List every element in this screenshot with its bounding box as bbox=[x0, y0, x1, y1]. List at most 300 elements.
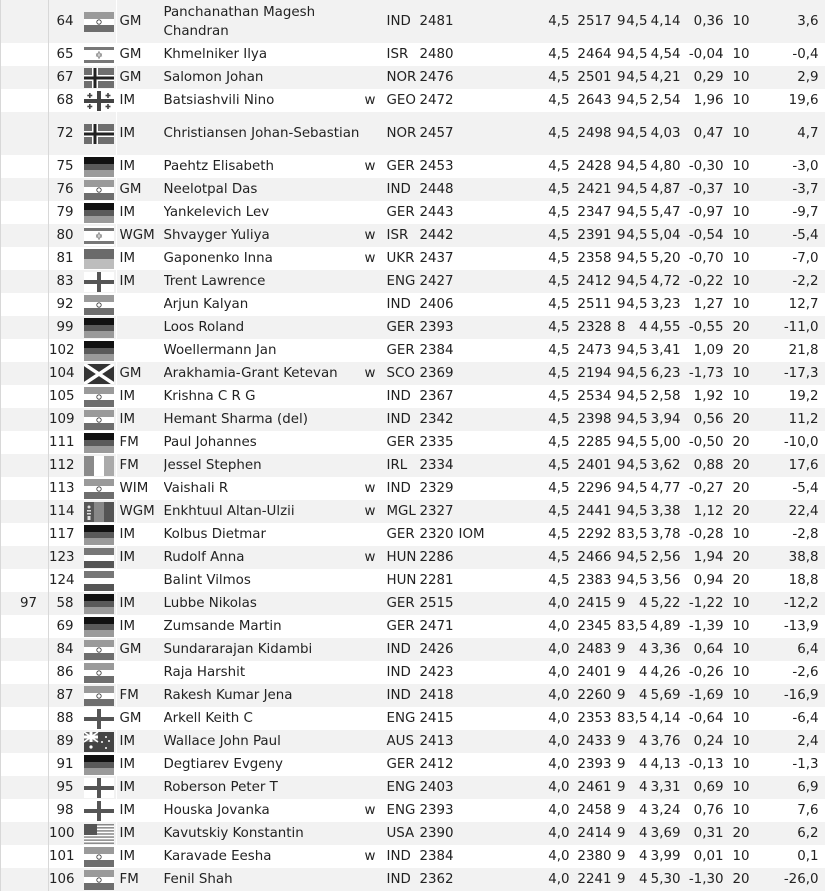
cell-name: Fenil Shah bbox=[164, 868, 362, 891]
cell-sno: 80 bbox=[49, 224, 80, 247]
cell-rcalc: 4,54 bbox=[649, 43, 682, 66]
cell-title: IM bbox=[117, 822, 164, 845]
cell-games: 9 bbox=[614, 454, 626, 477]
cell-name: Khmelniker Ilya bbox=[164, 43, 362, 66]
cell-flag bbox=[80, 753, 117, 776]
cell-rchgk: -6,4 bbox=[756, 707, 825, 730]
cell-rtg: 2453 bbox=[420, 155, 459, 178]
cell-games: 9 bbox=[614, 0, 626, 43]
cell-games: 9 bbox=[614, 201, 626, 224]
cell-sno: 79 bbox=[49, 201, 80, 224]
flag-icon bbox=[84, 870, 114, 890]
cell-rp: 2347 bbox=[570, 201, 614, 224]
flag-icon bbox=[84, 479, 114, 499]
cell-rank bbox=[1, 112, 49, 155]
cell-rtg: 2403 bbox=[420, 776, 459, 799]
cell-rp: 2194 bbox=[570, 362, 614, 385]
cell-rp: 2501 bbox=[570, 66, 614, 89]
cell-club bbox=[459, 385, 546, 408]
cell-k: 10 bbox=[726, 753, 756, 776]
cell-rchgk: -13,9 bbox=[756, 615, 825, 638]
cell-pts: 4,0 bbox=[546, 868, 570, 891]
cell-rank bbox=[1, 615, 49, 638]
cell-sno: 112 bbox=[49, 454, 80, 477]
cell-rchgk: -2,8 bbox=[756, 523, 825, 546]
cell-rtg: 2334 bbox=[420, 454, 459, 477]
cell-sno: 113 bbox=[49, 477, 80, 500]
cell-club bbox=[459, 822, 546, 845]
flag-icon bbox=[84, 502, 114, 522]
table-row bbox=[1, 776, 825, 799]
cell-name: Hemant Sharma (del) bbox=[164, 408, 362, 431]
table-row bbox=[1, 592, 825, 615]
standings-body bbox=[1, 0, 825, 891]
cell-rchgk: 6,2 bbox=[756, 822, 825, 845]
cell-games: 8 bbox=[614, 615, 626, 638]
cell-rank bbox=[1, 638, 49, 661]
cell-won: 4 bbox=[626, 868, 649, 891]
cell-rp: 2398 bbox=[570, 408, 614, 431]
cell-won: 4,5 bbox=[626, 385, 649, 408]
cell-change: -1,39 bbox=[682, 615, 726, 638]
cell-flag bbox=[80, 247, 117, 270]
cell-club bbox=[459, 592, 546, 615]
cell-sex bbox=[362, 385, 384, 408]
cell-sno: 87 bbox=[49, 684, 80, 707]
cell-won: 4 bbox=[626, 799, 649, 822]
cell-change: -0,04 bbox=[682, 43, 726, 66]
flag-icon bbox=[84, 226, 114, 246]
cell-title bbox=[117, 316, 164, 339]
cell-sex: w bbox=[362, 224, 384, 247]
cell-change: -0,37 bbox=[682, 178, 726, 201]
cell-rp: 2345 bbox=[570, 615, 614, 638]
cell-flag bbox=[80, 43, 117, 66]
cell-name: Woellermann Jan bbox=[164, 339, 362, 362]
cell-pts: 4,0 bbox=[546, 845, 570, 868]
cell-club bbox=[459, 638, 546, 661]
cell-flag bbox=[80, 776, 117, 799]
table-row bbox=[1, 431, 825, 454]
cell-fed: GER bbox=[384, 753, 420, 776]
cell-name: Jessel Stephen bbox=[164, 454, 362, 477]
cell-sno: 84 bbox=[49, 638, 80, 661]
cell-club bbox=[459, 730, 546, 753]
cell-pts: 4,5 bbox=[546, 431, 570, 454]
cell-games: 9 bbox=[614, 592, 626, 615]
cell-flag bbox=[80, 546, 117, 569]
cell-sex: w bbox=[362, 799, 384, 822]
cell-won: 4 bbox=[626, 730, 649, 753]
cell-change: 0,69 bbox=[682, 776, 726, 799]
cell-games: 9 bbox=[614, 684, 626, 707]
cell-change: -0,50 bbox=[682, 431, 726, 454]
flag-icon bbox=[84, 318, 114, 338]
cell-rank bbox=[1, 178, 49, 201]
flag-icon bbox=[84, 571, 114, 591]
cell-rcalc: 3,36 bbox=[649, 638, 682, 661]
cell-rtg: 2443 bbox=[420, 201, 459, 224]
cell-rank bbox=[1, 546, 49, 569]
table-row bbox=[1, 316, 825, 339]
cell-rp: 2296 bbox=[570, 477, 614, 500]
cell-change: 0,36 bbox=[682, 0, 726, 43]
cell-sex bbox=[362, 684, 384, 707]
cell-pts: 4,5 bbox=[546, 523, 570, 546]
cell-rtg: 2442 bbox=[420, 224, 459, 247]
cell-sno: 76 bbox=[49, 178, 80, 201]
cell-title: GM bbox=[117, 178, 164, 201]
cell-rank bbox=[1, 684, 49, 707]
table-row bbox=[1, 730, 825, 753]
cell-sno: 89 bbox=[49, 730, 80, 753]
cell-name: Lubbe Nikolas bbox=[164, 592, 362, 615]
flag-icon bbox=[84, 295, 114, 315]
cell-flag bbox=[80, 615, 117, 638]
cell-rcalc: 4,14 bbox=[649, 707, 682, 730]
cell-rtg: 2393 bbox=[420, 316, 459, 339]
cell-sex bbox=[362, 339, 384, 362]
cell-title: GM bbox=[117, 707, 164, 730]
cell-rank bbox=[1, 477, 49, 500]
cell-title: IM bbox=[117, 89, 164, 112]
cell-name: Gaponenko Inna bbox=[164, 247, 362, 270]
cell-won: 4,5 bbox=[626, 569, 649, 592]
cell-rchgk: -12,2 bbox=[756, 592, 825, 615]
flag-icon bbox=[84, 778, 114, 798]
cell-change: -1,22 bbox=[682, 592, 726, 615]
cell-k: 10 bbox=[726, 0, 756, 43]
cell-rank bbox=[1, 270, 49, 293]
cell-rcalc: 3,41 bbox=[649, 339, 682, 362]
cell-games: 9 bbox=[614, 868, 626, 891]
table-row bbox=[1, 293, 825, 316]
cell-sex bbox=[362, 753, 384, 776]
cell-rcalc: 3,31 bbox=[649, 776, 682, 799]
cell-rchgk: 22,4 bbox=[756, 500, 825, 523]
cell-rank bbox=[1, 201, 49, 224]
cell-fed: IND bbox=[384, 385, 420, 408]
table-row bbox=[1, 43, 825, 66]
cell-won: 4 bbox=[626, 592, 649, 615]
cell-fed: ENG bbox=[384, 707, 420, 730]
cell-rchgk: -3,0 bbox=[756, 155, 825, 178]
cell-rank bbox=[1, 316, 49, 339]
cell-rchgk: 12,7 bbox=[756, 293, 825, 316]
cell-sex bbox=[362, 201, 384, 224]
cell-sex: w bbox=[362, 477, 384, 500]
cell-games: 9 bbox=[614, 799, 626, 822]
cell-flag bbox=[80, 293, 117, 316]
cell-games: 8 bbox=[614, 316, 626, 339]
cell-fed: GER bbox=[384, 339, 420, 362]
cell-fed: ENG bbox=[384, 799, 420, 822]
cell-flag bbox=[80, 707, 117, 730]
cell-fed: IND bbox=[384, 293, 420, 316]
cell-name: Sundararajan Kidambi bbox=[164, 638, 362, 661]
cell-name: Loos Roland bbox=[164, 316, 362, 339]
cell-k: 10 bbox=[726, 247, 756, 270]
cell-title: IM bbox=[117, 408, 164, 431]
cell-title: FM bbox=[117, 684, 164, 707]
table-row bbox=[1, 408, 825, 431]
cell-won: 4,5 bbox=[626, 112, 649, 155]
cell-change: -0,26 bbox=[682, 661, 726, 684]
cell-name: Degtiarev Evgeny bbox=[164, 753, 362, 776]
cell-fed: GER bbox=[384, 201, 420, 224]
cell-name: Vaishali R bbox=[164, 477, 362, 500]
cell-flag bbox=[80, 845, 117, 868]
cell-rcalc: 2,54 bbox=[649, 89, 682, 112]
cell-title: IM bbox=[117, 201, 164, 224]
cell-rtg: 2327 bbox=[420, 500, 459, 523]
cell-rp: 2415 bbox=[570, 592, 614, 615]
cell-won: 4,5 bbox=[626, 477, 649, 500]
table-row bbox=[1, 707, 825, 730]
cell-sno: 100 bbox=[49, 822, 80, 845]
cell-rchgk: -26,0 bbox=[756, 868, 825, 891]
cell-fed: IND bbox=[384, 0, 420, 43]
cell-title: IM bbox=[117, 270, 164, 293]
flag-icon bbox=[84, 640, 114, 660]
cell-fed: GEO bbox=[384, 89, 420, 112]
cell-title: FM bbox=[117, 454, 164, 477]
cell-pts: 4,0 bbox=[546, 661, 570, 684]
cell-club bbox=[459, 43, 546, 66]
cell-rcalc: 4,72 bbox=[649, 270, 682, 293]
cell-change: 1,94 bbox=[682, 546, 726, 569]
cell-change: 1,09 bbox=[682, 339, 726, 362]
cell-sex: w bbox=[362, 155, 384, 178]
cell-won: 4 bbox=[626, 753, 649, 776]
cell-flag bbox=[80, 661, 117, 684]
cell-rcalc: 6,23 bbox=[649, 362, 682, 385]
cell-name: Neelotpal Das bbox=[164, 178, 362, 201]
cell-rchgk: -0,4 bbox=[756, 43, 825, 66]
cell-rtg: 2281 bbox=[420, 569, 459, 592]
cell-sno: 64 bbox=[49, 0, 80, 43]
cell-flag bbox=[80, 155, 117, 178]
cell-pts: 4,5 bbox=[546, 178, 570, 201]
table-row bbox=[1, 845, 825, 868]
cell-rp: 2498 bbox=[570, 112, 614, 155]
cell-name: Raja Harshit bbox=[164, 661, 362, 684]
cell-club bbox=[459, 362, 546, 385]
cell-won: 4,5 bbox=[626, 89, 649, 112]
cell-change: -0,28 bbox=[682, 523, 726, 546]
cell-k: 20 bbox=[726, 500, 756, 523]
cell-change: -1,69 bbox=[682, 684, 726, 707]
cell-games: 9 bbox=[614, 339, 626, 362]
flag-icon bbox=[84, 594, 114, 614]
cell-rp: 2412 bbox=[570, 270, 614, 293]
table-row bbox=[1, 661, 825, 684]
cell-name: Arakhamia-Grant Ketevan bbox=[164, 362, 362, 385]
cell-games: 9 bbox=[614, 776, 626, 799]
cell-sex bbox=[362, 66, 384, 89]
cell-fed: IRL bbox=[384, 454, 420, 477]
cell-rcalc: 3,94 bbox=[649, 408, 682, 431]
cell-fed: GER bbox=[384, 523, 420, 546]
cell-club bbox=[459, 178, 546, 201]
cell-games: 8 bbox=[614, 707, 626, 730]
cell-change: -0,27 bbox=[682, 477, 726, 500]
cell-name: Krishna C R G bbox=[164, 385, 362, 408]
cell-sno: 124 bbox=[49, 569, 80, 592]
cell-title: GM bbox=[117, 66, 164, 89]
cell-won: 4,5 bbox=[626, 224, 649, 247]
cell-k: 20 bbox=[726, 339, 756, 362]
cell-rchgk: -5,4 bbox=[756, 224, 825, 247]
cell-rp: 2464 bbox=[570, 43, 614, 66]
cell-fed: UKR bbox=[384, 247, 420, 270]
cell-sno: 67 bbox=[49, 66, 80, 89]
cell-name: Houska Jovanka bbox=[164, 799, 362, 822]
cell-change: 0,31 bbox=[682, 822, 726, 845]
cell-rchgk: -5,4 bbox=[756, 477, 825, 500]
cell-rtg: 2476 bbox=[420, 66, 459, 89]
cell-name: Zumsande Martin bbox=[164, 615, 362, 638]
cell-change: 0,24 bbox=[682, 730, 726, 753]
cell-k: 20 bbox=[726, 454, 756, 477]
cell-sno: 58 bbox=[49, 592, 80, 615]
cell-change: -1,30 bbox=[682, 868, 726, 891]
cell-rank bbox=[1, 661, 49, 684]
flag-icon bbox=[84, 456, 114, 476]
cell-rank bbox=[1, 822, 49, 845]
cell-rtg: 2457 bbox=[420, 112, 459, 155]
cell-club bbox=[459, 776, 546, 799]
cell-rchgk: -10,0 bbox=[756, 431, 825, 454]
cell-rank bbox=[1, 730, 49, 753]
cell-fed: IND bbox=[384, 684, 420, 707]
cell-rchgk: -7,0 bbox=[756, 247, 825, 270]
cell-flag bbox=[80, 822, 117, 845]
cell-name: Enkhtuul Altan-Ulzii bbox=[164, 500, 362, 523]
cell-won: 4,5 bbox=[626, 178, 649, 201]
cell-rcalc: 3,78 bbox=[649, 523, 682, 546]
cell-rank bbox=[1, 89, 49, 112]
cell-pts: 4,5 bbox=[546, 408, 570, 431]
cell-title bbox=[117, 339, 164, 362]
cell-rchgk: 18,8 bbox=[756, 569, 825, 592]
flag-icon bbox=[84, 45, 114, 65]
flag-icon bbox=[84, 686, 114, 706]
cell-k: 20 bbox=[726, 569, 756, 592]
cell-pts: 4,5 bbox=[546, 201, 570, 224]
cell-won: 4,5 bbox=[626, 270, 649, 293]
cell-games: 9 bbox=[614, 500, 626, 523]
cell-title: IM bbox=[117, 799, 164, 822]
cell-fed: NOR bbox=[384, 66, 420, 89]
cell-rcalc: 3,24 bbox=[649, 799, 682, 822]
cell-club bbox=[459, 431, 546, 454]
cell-rchgk: 4,7 bbox=[756, 112, 825, 155]
table-row bbox=[1, 247, 825, 270]
cell-sex bbox=[362, 316, 384, 339]
cell-name: Christiansen Johan-Sebastian bbox=[164, 112, 362, 155]
cell-rp: 2441 bbox=[570, 500, 614, 523]
cell-k: 20 bbox=[726, 868, 756, 891]
cell-flag bbox=[80, 569, 117, 592]
flag-icon bbox=[84, 272, 114, 292]
cell-k: 10 bbox=[726, 684, 756, 707]
cell-pts: 4,5 bbox=[546, 247, 570, 270]
cell-change: -0,97 bbox=[682, 201, 726, 224]
cell-sno: 92 bbox=[49, 293, 80, 316]
cell-sno: 68 bbox=[49, 89, 80, 112]
cell-sex bbox=[362, 638, 384, 661]
cell-flag bbox=[80, 270, 117, 293]
cell-won: 4 bbox=[626, 684, 649, 707]
cell-sno: 86 bbox=[49, 661, 80, 684]
cell-flag bbox=[80, 316, 117, 339]
cell-flag bbox=[80, 0, 117, 43]
cell-fed: MGL bbox=[384, 500, 420, 523]
cell-rp: 2241 bbox=[570, 868, 614, 891]
cell-rank bbox=[1, 155, 49, 178]
cell-title bbox=[117, 293, 164, 316]
cell-title: FM bbox=[117, 431, 164, 454]
cell-won: 4,5 bbox=[626, 155, 649, 178]
flag-icon bbox=[84, 91, 114, 111]
cell-change: -0,54 bbox=[682, 224, 726, 247]
cell-title: WGM bbox=[117, 500, 164, 523]
cell-sex: w bbox=[362, 546, 384, 569]
cell-pts: 4,0 bbox=[546, 592, 570, 615]
cell-pts: 4,0 bbox=[546, 707, 570, 730]
cell-k: 10 bbox=[726, 592, 756, 615]
cell-sno: 75 bbox=[49, 155, 80, 178]
cell-sno: 88 bbox=[49, 707, 80, 730]
cell-fed: IND bbox=[384, 845, 420, 868]
cell-pts: 4,5 bbox=[546, 385, 570, 408]
cell-club bbox=[459, 408, 546, 431]
cell-club bbox=[459, 66, 546, 89]
cell-pts: 4,5 bbox=[546, 0, 570, 43]
flag-icon bbox=[84, 847, 114, 867]
cell-rank: 97 bbox=[1, 592, 49, 615]
cell-won: 4,5 bbox=[626, 546, 649, 569]
cell-flag bbox=[80, 523, 117, 546]
cell-rtg: 2369 bbox=[420, 362, 459, 385]
cell-rcalc: 4,26 bbox=[649, 661, 682, 684]
table-row bbox=[1, 454, 825, 477]
cell-sex bbox=[362, 454, 384, 477]
cell-rank bbox=[1, 523, 49, 546]
cell-rchgk: -16,9 bbox=[756, 684, 825, 707]
cell-k: 10 bbox=[726, 638, 756, 661]
cell-games: 9 bbox=[614, 730, 626, 753]
cell-rtg: 2342 bbox=[420, 408, 459, 431]
cell-club bbox=[459, 0, 546, 43]
cell-name: Wallace John Paul bbox=[164, 730, 362, 753]
cell-club bbox=[459, 500, 546, 523]
cell-fed: IND bbox=[384, 661, 420, 684]
cell-rank bbox=[1, 0, 49, 43]
cell-sex bbox=[362, 178, 384, 201]
cell-flag bbox=[80, 362, 117, 385]
cell-title: WIM bbox=[117, 477, 164, 500]
flag-icon bbox=[84, 203, 114, 223]
cell-change: -0,30 bbox=[682, 155, 726, 178]
cell-k: 10 bbox=[726, 43, 756, 66]
cell-k: 10 bbox=[726, 661, 756, 684]
cell-change: 0,64 bbox=[682, 638, 726, 661]
cell-rp: 2534 bbox=[570, 385, 614, 408]
cell-sno: 106 bbox=[49, 868, 80, 891]
cell-club bbox=[459, 316, 546, 339]
